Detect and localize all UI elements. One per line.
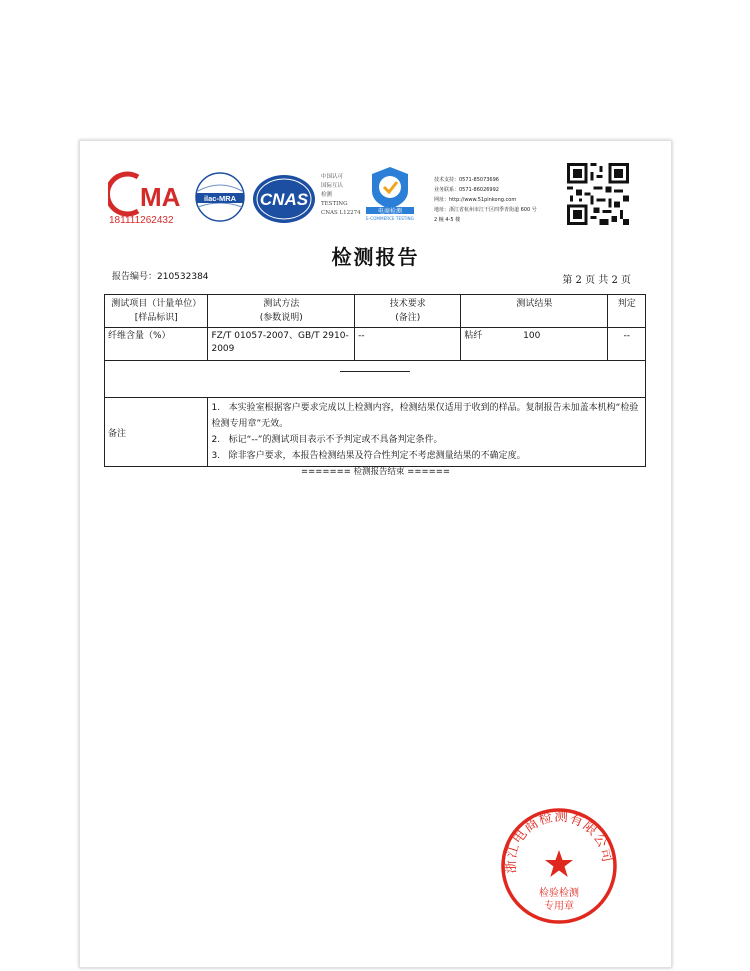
svg-text:检验检测: 检验检测 xyxy=(539,888,579,899)
result-value: 100 xyxy=(523,331,541,341)
cell-test-method: FZ/T 01057-2007、GB/T 2910-2009 xyxy=(208,328,355,361)
header-judgement: 判定 xyxy=(608,295,646,328)
svg-text:浙江电商检测有限公司: 浙江电商检测有限公司 xyxy=(502,808,616,874)
header-test-item: 测试项目（计量单位） [样品标识] xyxy=(105,295,208,328)
svg-text:181111262432: 181111262432 xyxy=(109,215,174,226)
separator-cell xyxy=(105,361,646,398)
remark-item: 3. 除非客户要求，本报告检测结果及符合性判定不考虑测量结果的不确定度。 xyxy=(211,451,526,461)
report-number: 报告编号：210532384 xyxy=(112,272,209,282)
contact-info: 技术支持：0571-85073696 业务联系：0571-86026992 网址：http://www.51pinkong.com 地址：浙江省杭州市江干区四季青街道 600 号 2 幢 4-5 楼 xyxy=(434,177,537,223)
cma-logo xyxy=(108,171,188,227)
ecommerce-testing-logo xyxy=(362,163,418,223)
table-row xyxy=(105,328,646,361)
svg-text:专用章: 专用章 xyxy=(544,901,574,912)
report-page xyxy=(79,140,672,968)
page-number: 第 2 页 共 2 页 xyxy=(562,275,631,286)
remarks-content xyxy=(208,398,646,467)
remarks-label: 备注 xyxy=(105,398,208,467)
cell-test-item: 纤维含量（%） xyxy=(105,328,208,361)
svg-text:电商检测: 电商检测 xyxy=(377,208,403,215)
cell-judgement: -- xyxy=(608,328,646,361)
header-result: 测试结果 xyxy=(461,295,608,328)
result-fiber: 粘纤 xyxy=(464,331,483,341)
cell-result xyxy=(461,328,608,361)
separator-line xyxy=(340,371,410,372)
report-end-marker: ======= 检测报告结束 ====== xyxy=(301,467,450,477)
qr-code xyxy=(567,163,629,225)
table-header-row xyxy=(105,295,646,328)
header-test-method: 测试方法 (参数说明) xyxy=(208,295,355,328)
svg-text:MA: MA xyxy=(140,182,181,212)
remark-item: 1. 本实验室根据客户要求完成以上检测内容，检测结果仅适用于收到的样品。复制报告未加盖本机构“检验检测专用章”无效。 xyxy=(211,403,639,429)
remark-item: 2. 标记“--”的测试项目表示不予判定或不具备判定条件。 xyxy=(211,435,443,445)
svg-text:ilac-MRA: ilac-MRA xyxy=(203,194,237,203)
remarks-row xyxy=(105,398,646,467)
ilac-mra-logo xyxy=(194,171,246,229)
separator-row xyxy=(105,361,646,398)
test-results-table xyxy=(104,294,646,467)
cell-requirement: -- xyxy=(355,328,461,361)
header-requirement: 技术要求 (备注) xyxy=(355,295,461,328)
svg-text:E-COMMERCE TESTING: E-COMMERCE TESTING xyxy=(366,216,414,221)
cnas-logo xyxy=(250,171,318,227)
report-title: 检测报告 xyxy=(331,245,420,269)
official-seal xyxy=(499,806,619,926)
svg-text:CNAS: CNAS xyxy=(259,190,309,209)
cnas-accreditation-text: 中国认可 国际互认 检测 TESTING CNAS L12274 xyxy=(321,174,361,216)
